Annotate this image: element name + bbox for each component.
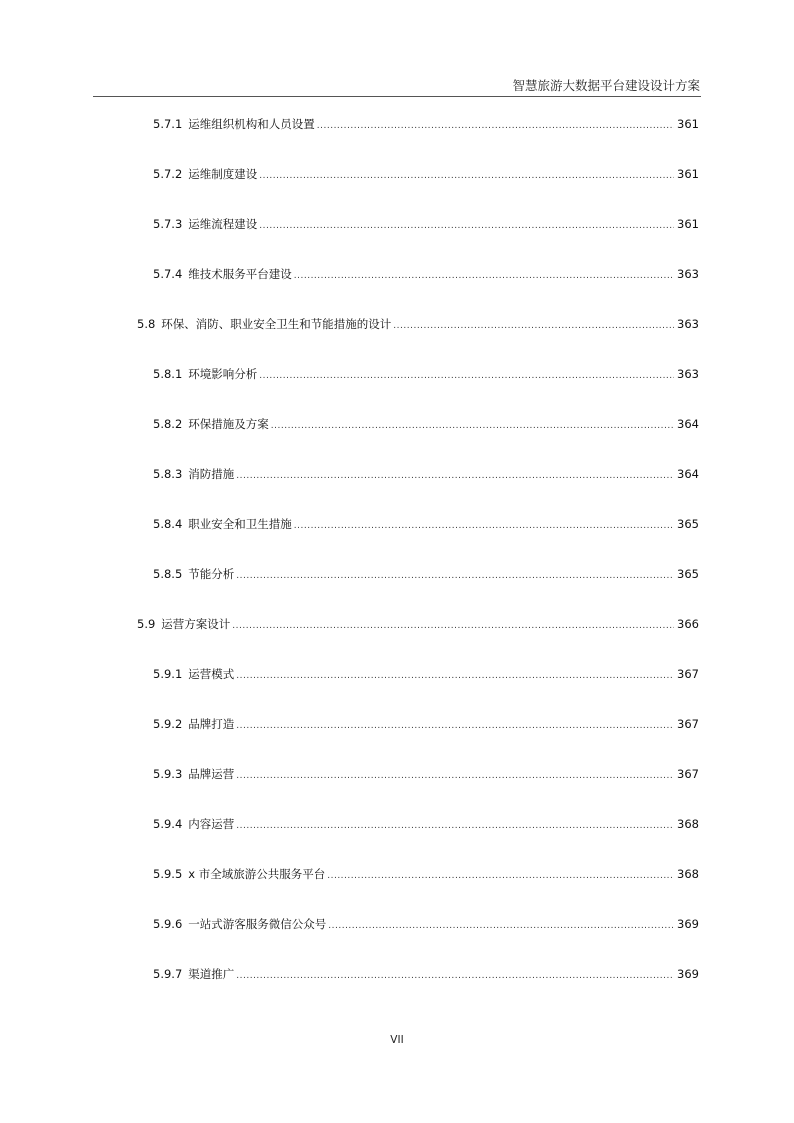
toc-entry-number: 5.9.1 [153, 667, 183, 681]
toc-entry-page: 361 [677, 167, 699, 181]
toc-entry-number: 5.9.6 [153, 917, 183, 931]
toc-entry-title: 运维流程建设 [188, 217, 258, 231]
toc-entry[interactable] [153, 766, 699, 784]
toc-entry[interactable] [153, 716, 699, 734]
toc-entry-page: 363 [677, 267, 699, 281]
toc-dot-leader [236, 718, 674, 734]
toc-entry-title: 内容运营 [188, 817, 235, 831]
toc-entry-page: 367 [677, 717, 699, 731]
toc-entry-title: 渠道推广 [188, 967, 235, 981]
toc-dot-leader [236, 818, 674, 834]
toc-entry-number: 5.7.3 [153, 217, 183, 231]
toc-entry-page: 364 [677, 417, 699, 431]
toc-dot-leader [232, 618, 674, 634]
toc-entry-title: 运维制度建设 [188, 167, 258, 181]
toc-dot-leader [259, 368, 674, 384]
toc-entry[interactable] [153, 466, 699, 484]
toc-dot-leader [271, 418, 674, 434]
toc-entry-number: 5.8.1 [153, 367, 183, 381]
toc-entry[interactable] [153, 866, 699, 884]
toc-dot-leader [294, 518, 674, 534]
toc-entry-title: 运营模式 [188, 667, 235, 681]
toc-entry[interactable] [153, 916, 699, 934]
toc-entry-number: 5.8.4 [153, 517, 183, 531]
toc-entry[interactable] [153, 266, 699, 284]
toc-entry[interactable] [153, 416, 699, 434]
toc-dot-leader [328, 918, 674, 934]
toc-entry-number: 5.9.3 [153, 767, 183, 781]
toc-entry-page: 367 [677, 767, 699, 781]
toc-entry-number: 5.9 [137, 617, 156, 631]
toc-entry-number: 5.8.3 [153, 467, 183, 481]
toc-entry-title: 节能分析 [188, 567, 235, 581]
toc-dot-leader [294, 268, 674, 284]
toc-entry-page: 368 [677, 817, 699, 831]
toc-entry-number: 5.9.7 [153, 967, 183, 981]
toc-entry-title: 运维组织机构和人员设置 [188, 117, 315, 131]
toc-entry-title: 品牌运营 [188, 767, 235, 781]
toc-dot-leader [236, 468, 674, 484]
toc-entry-page: 364 [677, 467, 699, 481]
toc-entry-page: 361 [677, 117, 699, 131]
toc-entry-page: 368 [677, 867, 699, 881]
toc-entry-title: 运营方案设计 [161, 617, 231, 631]
toc-entry-title: 职业安全和卫生措施 [188, 517, 292, 531]
toc-entry-number: 5.9.5 [153, 867, 183, 881]
toc-entry-page: 363 [677, 367, 699, 381]
toc-entry[interactable] [137, 316, 699, 334]
toc-dot-leader [317, 118, 674, 134]
toc-entry[interactable] [153, 966, 699, 984]
toc-entry-title: 维技术服务平台建设 [188, 267, 292, 281]
toc-dot-leader [393, 318, 674, 334]
toc-dot-leader [327, 868, 674, 884]
toc-entry-page: 365 [677, 517, 699, 531]
toc-entry-number: 5.7.2 [153, 167, 183, 181]
toc-entry-title: 品牌打造 [188, 717, 235, 731]
toc-entry-title: 消防措施 [188, 467, 235, 481]
toc-dot-leader [259, 168, 674, 184]
header-divider [93, 96, 701, 97]
toc-entry-page: 363 [677, 317, 699, 331]
toc-dot-leader [259, 218, 674, 234]
toc-dot-leader [236, 668, 674, 684]
toc-dot-leader [236, 968, 674, 984]
toc-entry[interactable] [153, 366, 699, 384]
toc-entry[interactable] [153, 216, 699, 234]
toc-entry-number: 5.9.4 [153, 817, 183, 831]
toc-entry-page: 365 [677, 567, 699, 581]
toc-entry[interactable] [153, 116, 699, 134]
toc-entry[interactable] [153, 566, 699, 584]
toc-entry-title: 一站式游客服务微信公众号 [188, 917, 327, 931]
toc-entry[interactable] [153, 516, 699, 534]
toc-entry-title: 环保、消防、职业安全卫生和节能措施的设计 [161, 317, 392, 331]
toc-entry-page: 366 [677, 617, 699, 631]
toc-entry-page: 367 [677, 667, 699, 681]
toc-entry[interactable] [153, 166, 699, 184]
toc-entry-title: 环境影响分析 [188, 367, 258, 381]
toc-entry-page: 369 [677, 917, 699, 931]
toc-entry-title: x 市全域旅游公共服务平台 [188, 867, 326, 881]
toc-dot-leader [236, 768, 674, 784]
toc-entry-number: 5.8 [137, 317, 156, 331]
toc-entry-number: 5.8.2 [153, 417, 183, 431]
toc-entry-number: 5.7.1 [153, 117, 183, 131]
toc-entry-number: 5.9.2 [153, 717, 183, 731]
toc-entry-number: 5.7.4 [153, 267, 183, 281]
toc-entry[interactable] [153, 816, 699, 834]
toc-entry-page: 369 [677, 967, 699, 981]
toc-entry-page: 361 [677, 217, 699, 231]
toc-entry[interactable] [153, 666, 699, 684]
toc-entry-number: 5.8.5 [153, 567, 183, 581]
toc-dot-leader [236, 568, 674, 584]
toc-entry-title: 环保措施及方案 [188, 417, 269, 431]
toc-entry[interactable] [137, 616, 699, 634]
page-number: VII [390, 1034, 404, 1046]
document-title: 智慧旅游大数据平台建设设计方案 [512, 78, 700, 93]
